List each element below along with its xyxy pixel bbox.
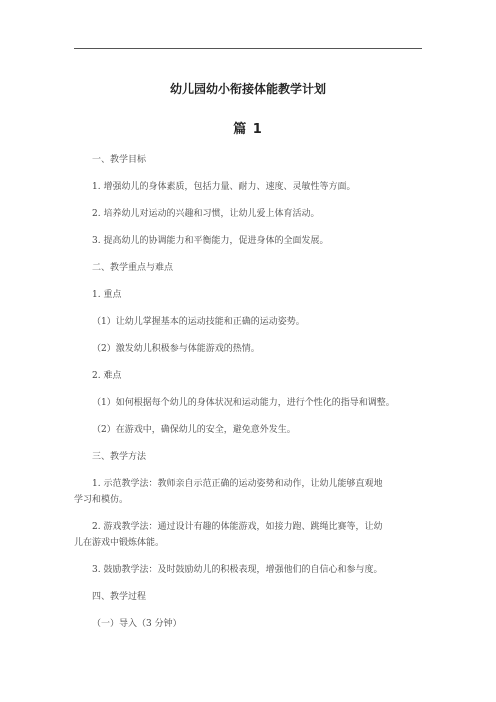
subheading: （一）导入（3 分钟）	[92, 619, 182, 629]
section-heading-1: 一、教学目标	[92, 155, 147, 165]
list-item: 1. 示范教学法：教师亲自示范正确的运动姿势和动作，让幼儿能够直观地	[92, 479, 383, 489]
section-heading-4: 四、教学过程	[92, 592, 147, 602]
list-item: 3. 提高幼儿的协调能力和平衡能力，促进身体的全面发展。	[92, 236, 329, 246]
list-item-continuation: 儿在游戏中锻炼体能。	[74, 538, 165, 548]
part-heading: 篇 1	[233, 122, 263, 137]
subheading: 2. 难点	[92, 371, 122, 381]
list-item-continuation: 学习和模仿。	[74, 495, 129, 505]
section-heading-3: 三、教学方法	[92, 452, 147, 462]
list-item: 2. 游戏教学法：通过设计有趣的体能游戏，如接力跑、跳绳比赛等，让幼	[92, 522, 383, 532]
header-rule	[74, 48, 422, 49]
list-item: （1）如何根据每个幼儿的身体状况和运动能力，进行个性化的指导和调整。	[92, 398, 395, 408]
list-item: （2）激发幼儿积极参与体能游戏的热情。	[92, 344, 260, 354]
subheading: 1. 重点	[92, 290, 122, 300]
list-item: 1. 增强幼儿的身体素质，包括力量、耐力、速度、灵敏性等方面。	[92, 182, 356, 192]
list-item: 3. 鼓励教学法：及时鼓励幼儿的积极表现，增强他们的自信心和参与度。	[92, 565, 383, 575]
list-item: 2. 培养幼儿对运动的兴趣和习惯，让幼儿爱上体育活动。	[92, 209, 320, 219]
document-title: 幼儿园幼小衔接体能教学计划	[169, 82, 326, 96]
list-item: （1）让幼儿掌握基本的运动技能和正确的运动姿势。	[92, 317, 305, 327]
list-item: （2）在游戏中，确保幼儿的安全，避免意外发生。	[92, 425, 296, 435]
section-heading-2: 二、教学重点与难点	[92, 263, 174, 273]
